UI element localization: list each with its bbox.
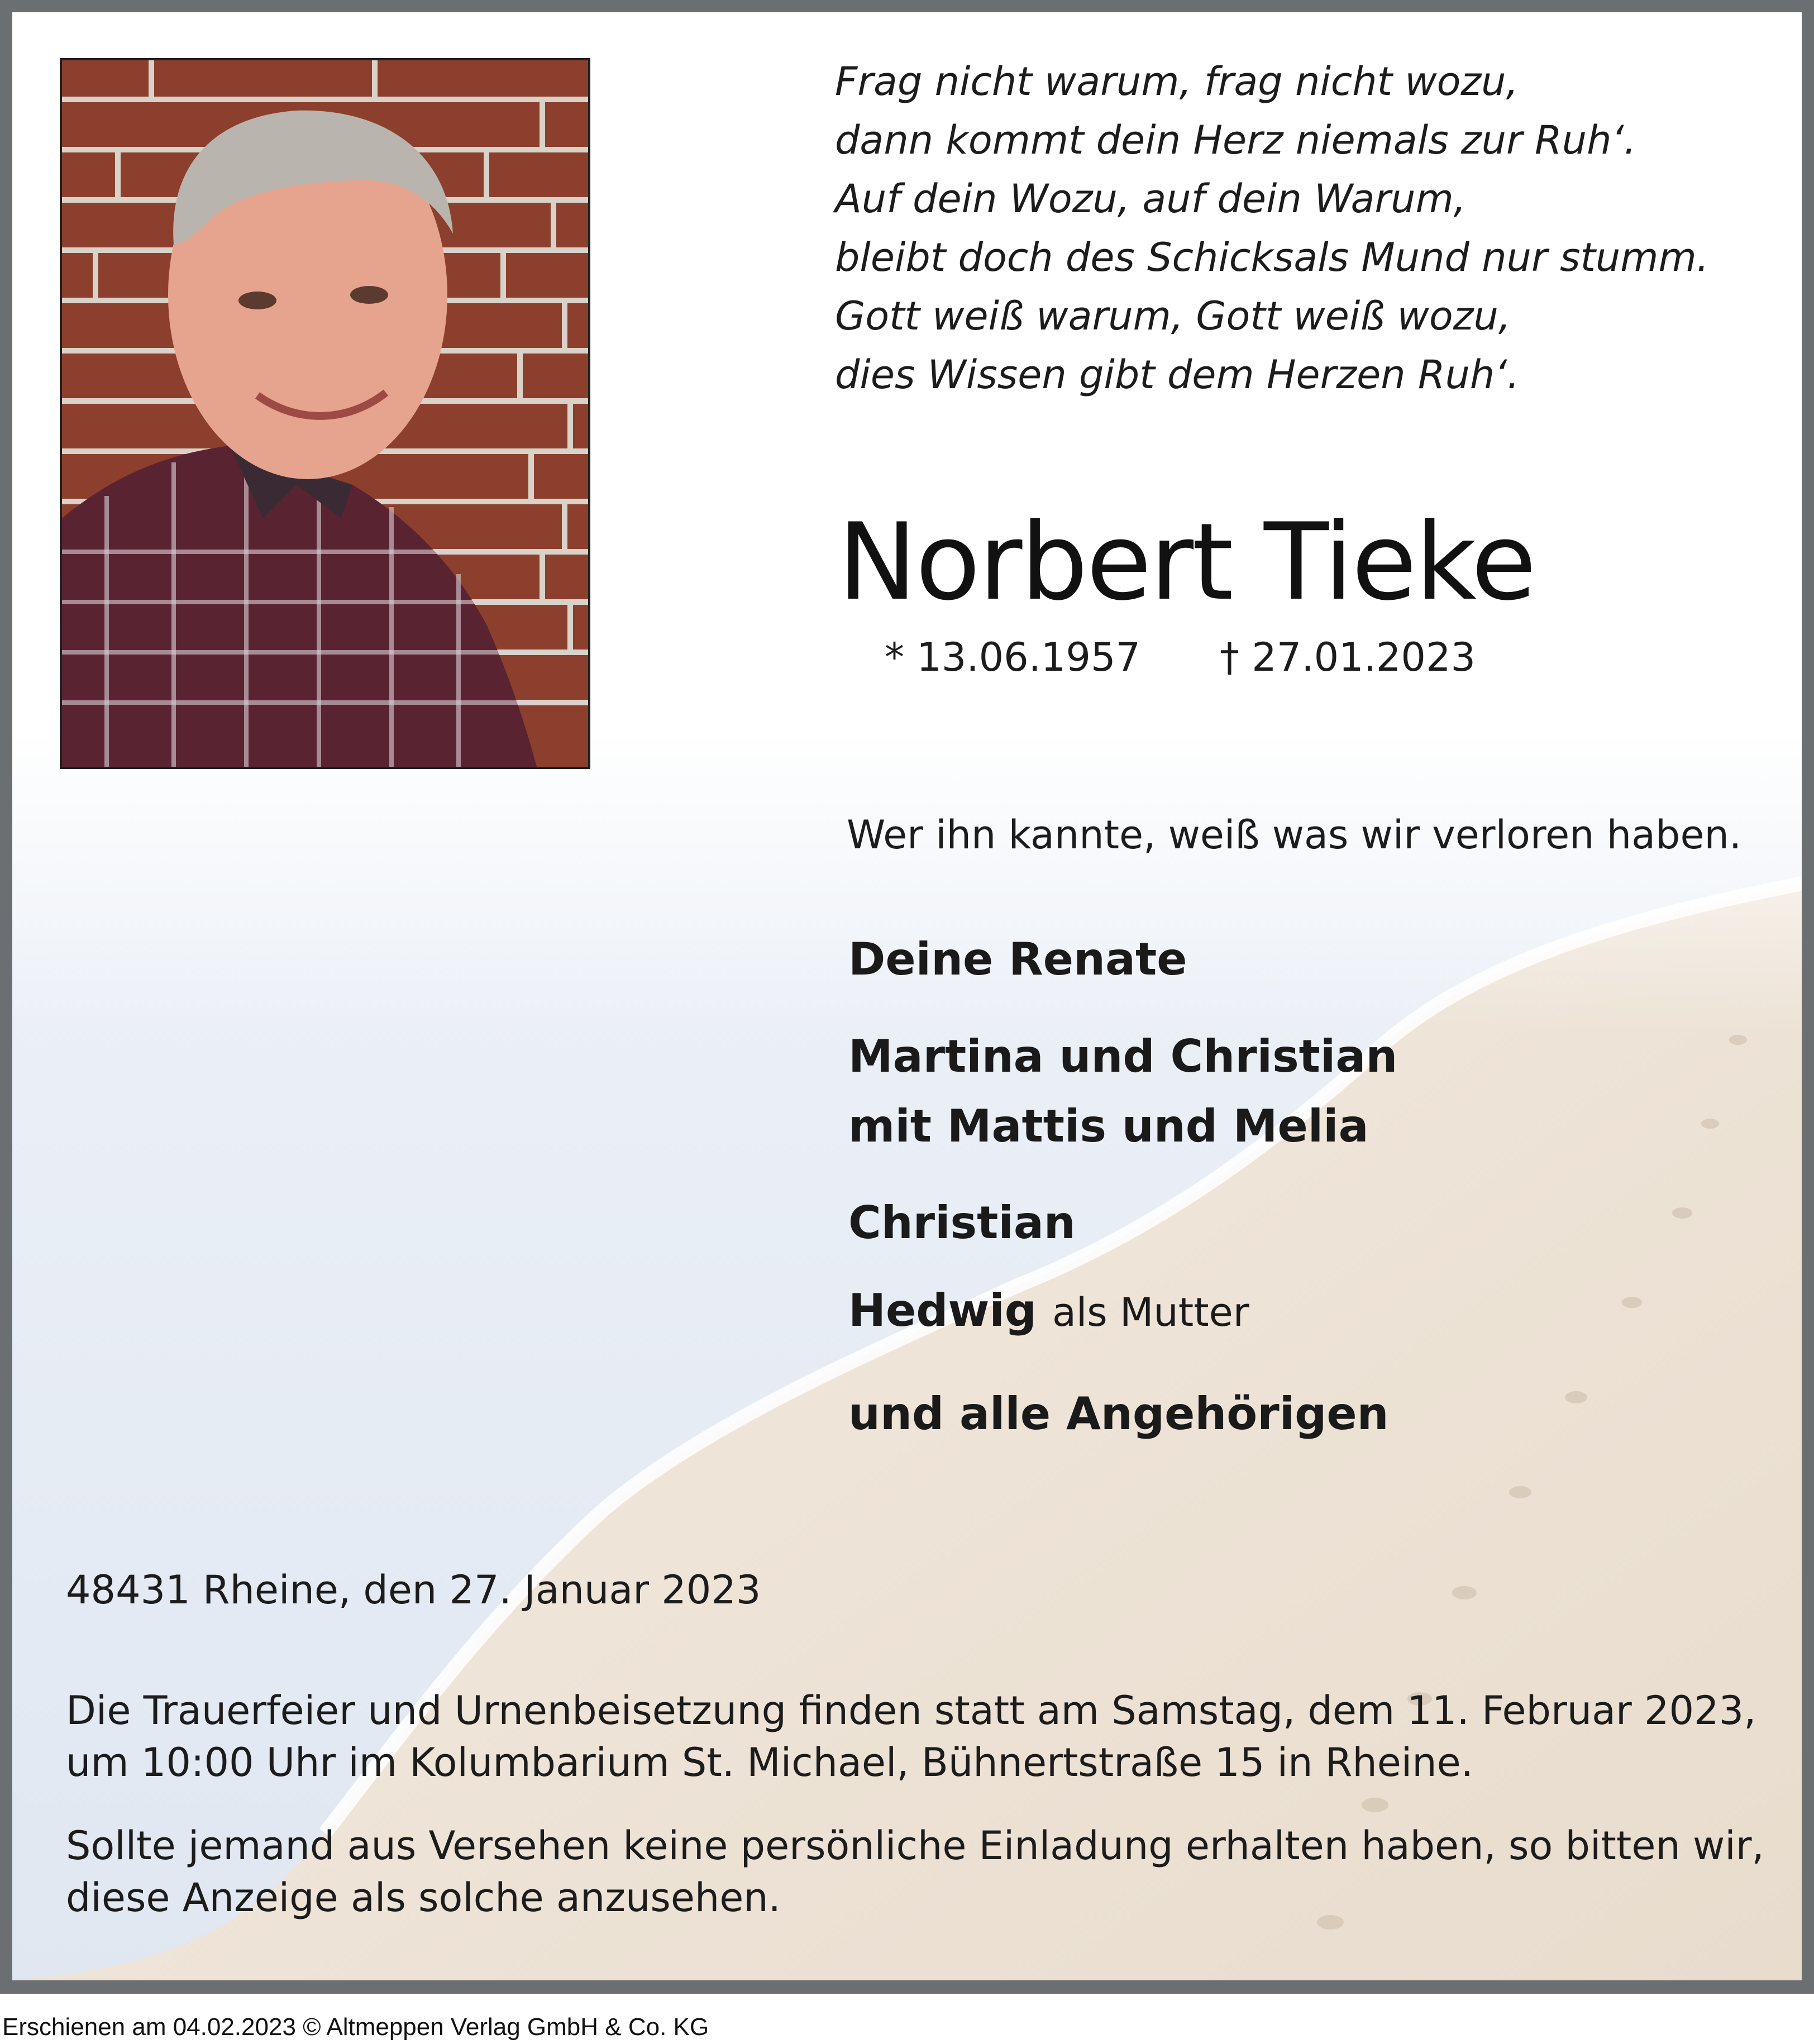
ceremony-line: Die Trauerfeier und Urnenbeisetzung finden statt am Samstag, dem 11. Februar 2023, — [66, 1688, 1756, 1733]
invitation-line: Sollte jemand aus Versehen keine persönliche Einladung erhalten haben, so bitten wir, — [66, 1823, 1764, 1869]
ceremony-info — [66, 1685, 1775, 1789]
invitation-note — [66, 1820, 1775, 1924]
deceased-name: Norbert Tieke — [838, 500, 1535, 624]
place-date: 48431 Rheine, den 27. Januar 2023 — [66, 1567, 761, 1613]
portrait-photo — [60, 58, 590, 769]
family-hedwig — [848, 1277, 1249, 1346]
family-martina: Martina und Christian — [848, 1030, 1398, 1082]
hedwig-note: als Mutter — [1052, 1290, 1249, 1335]
poem-line: Gott weiß warum, Gott weiß wozu, — [835, 293, 1511, 339]
poem-line: dies Wissen gibt dem Herzen Ruh‘. — [835, 352, 1520, 398]
family-grandchildren: mit Mattis und Melia — [848, 1100, 1369, 1152]
obituary-inner — [12, 12, 1802, 1980]
poem-line: bleibt doch des Schicksals Mund nur stumm. — [835, 235, 1709, 280]
family-relatives: und alle Angehörigen — [848, 1388, 1389, 1440]
death-date: † 27.01.2023 — [1220, 634, 1476, 680]
poem-line: dann kommt dein Herz niemals zur Ruh‘. — [835, 117, 1636, 163]
hedwig-name: Hedwig — [848, 1284, 1037, 1336]
family-christian: Christian — [848, 1197, 1076, 1249]
poem — [835, 52, 1756, 404]
poem-line: Auf dein Wozu, auf dein Warum, — [835, 176, 1466, 222]
invitation-line: diese Anzeige als solche anzusehen. — [66, 1875, 781, 1921]
motto: Wer ihn kannte, weiß was wir verloren haben. — [847, 812, 1742, 858]
birth-date: * 13.06.1957 — [885, 634, 1141, 680]
ceremony-line: um 10:00 Uhr im Kolumbarium St. Michael, Bühnertstraße 15 in Rheine. — [66, 1740, 1473, 1785]
poem-line: Frag nicht warum, frag nicht wozu, — [835, 59, 1519, 104]
family-renate: Deine Renate — [848, 933, 1187, 985]
publication-footer: Erschienen am 04.02.2023 © Altmeppen Verlag GmbH & Co. KG — [2, 2013, 709, 2041]
